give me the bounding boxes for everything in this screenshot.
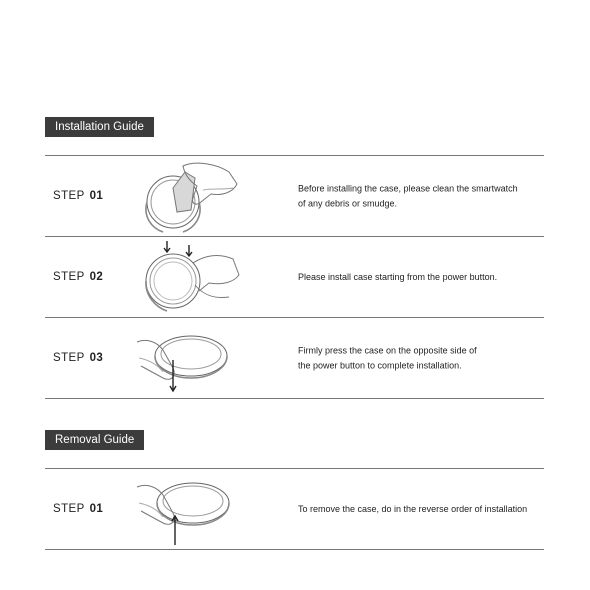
step-description: Please install case starting from the power button.	[298, 271, 498, 282]
step-description: To remove the case, do in the reverse order of installation	[298, 503, 528, 514]
press-case-illustration	[133, 320, 243, 396]
cleaning-watch-illustration	[133, 158, 243, 234]
step-label	[53, 271, 103, 283]
step-prefix: STEP	[53, 352, 85, 364]
installation-step-2	[45, 237, 544, 317]
step-number: 01	[89, 503, 104, 515]
divider	[45, 398, 544, 399]
step-prefix: STEP	[53, 271, 85, 283]
removal-guide-heading: Removal Guide	[45, 430, 144, 450]
installation-step-1	[45, 156, 544, 236]
step-description: Before installing the case, please clean the smartwatch of any debris or smudge.	[298, 183, 518, 208]
removal-step-1	[45, 469, 544, 549]
step-label	[53, 503, 103, 515]
step-number: 03	[89, 352, 104, 364]
step-number: 02	[89, 271, 104, 283]
step-label	[53, 352, 103, 364]
divider	[45, 549, 544, 550]
step-prefix: STEP	[53, 190, 85, 202]
step-number: 01	[89, 190, 104, 202]
installation-step-3	[45, 318, 544, 398]
remove-case-illustration	[133, 471, 243, 547]
step-description: Firmly press the case on the opposite side of the power button to complete installation.	[298, 345, 477, 370]
step-prefix: STEP	[53, 503, 85, 515]
attach-case-illustration	[133, 239, 243, 315]
installation-guide-heading: Installation Guide	[45, 117, 154, 137]
step-label	[53, 190, 103, 202]
